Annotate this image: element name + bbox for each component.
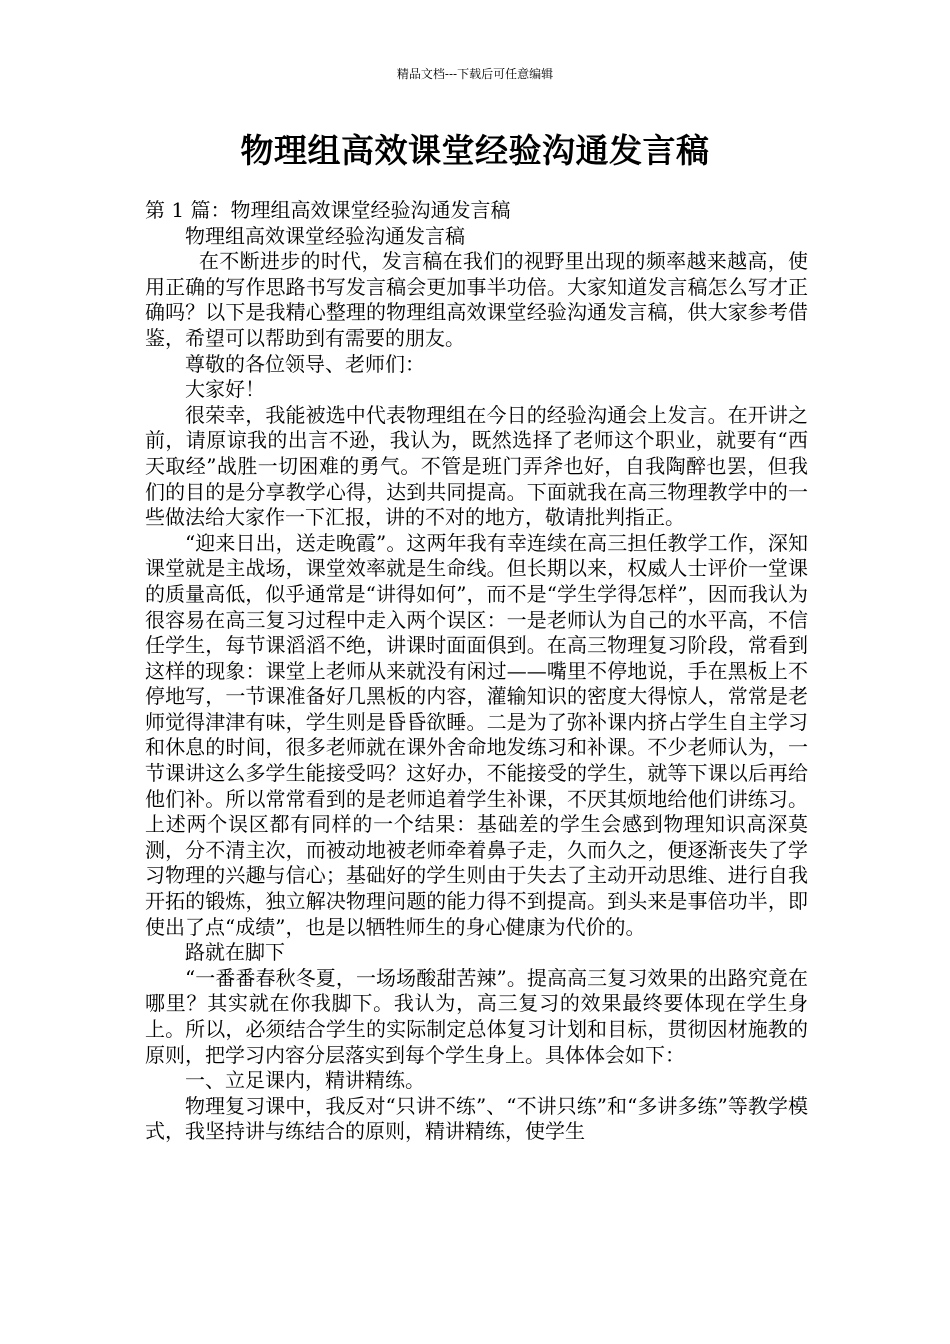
document-body — [145, 198, 808, 1145]
body-paragraph: 很荣幸，我能被选中代表物理组在今日的经验沟通会上发言。在开讲之前，请原谅我的出言不逊，我认为，既然选择了老师这个职业，就要有“西天取经”战胜一切困难的勇气。不管是班门弄斧也好，自我陶醉也罢，但我们的目的是分享教学心得，达到共同提高。下面就我在高三物理教学中的一些做法给大家作一下汇报，讲的不对的地方，敬请批判指正。 — [145, 402, 808, 530]
numbered-heading: 一、立足课内，精讲精练。 — [185, 1068, 425, 1093]
body-paragraph: 物理复习课中，我反对“只讲不练”、“不讲只练”和“多讲多练”等教学模式，我坚持讲与练结合的原则，精讲精练，使学生 — [145, 1093, 808, 1144]
body-paragraph: “一番番春秋冬夏，一场场酸甜苦辣”。提高高三复习效果的出路究竟在哪里？其实就在你我脚下。我认为，高三复习的效果最终要体现在学生身上。所以，必须结合学生的实际制定总体复习计划和目标，贯彻因材施教的原则，把学习内容分层落实到每个学生身上。具体体会如下： — [145, 965, 808, 1067]
intro-paragraph: 在不断进步的时代，发言稿在我们的视野里出现的频率越来越高，使用正确的写作思路书写发言稿会更加事半功倍。大家知道发言稿怎么写才正确吗？以下是我精心整理的物理组高效课堂经验沟通发言稿，供大家参考借鉴，希望可以帮助到有需要的朋友。 — [145, 249, 808, 350]
greeting: 大家好！ — [185, 377, 265, 402]
header-note: 精品文档---下载后可任意编辑 — [396, 67, 554, 81]
salutation: 尊敬的各位领导、老师们： — [185, 351, 425, 376]
subtitle-line: 物理组高效课堂经验沟通发言稿 — [185, 223, 465, 248]
document-title: 物理组高效课堂经验沟通发言稿 — [240, 131, 710, 170]
body-paragraph: “迎来日出，送走晚霞”。这两年我有幸连续在高三担任教学工作，深知课堂就是主战场，课堂效率就是生命线。但长期以来，权威人士评价一堂课的质量高低，似乎通常是“讲得如何”，而不是“学生学得怎样”，因而我认为很容易在高三复习过程中走入两个误区：一是老师认为自己的水平高，不信任学生，每节课滔滔不绝，讲课时面面俱到。在高三物理复习阶段，常看到这样的现象：课堂上老师从来就没有闲过——嘴里不停地说，手在黑板上不停地写，一节课准备好几黑板的内容，灌输知识的密度大得惊人，常常是老师觉得津津有味，学生则是昏昏欲睡。二是为了弥补课内挤占学生自主学习和休息的时间，很多老师就在课外舍命地发练习和补课。不少老师认为，一节课讲这么多学生能接受吗？这好办，不能接受的学生，就等下课以后再给他们补。所以常常看到的是老师追着学生补课，不厌其烦地给他们讲练习。上述两个误区都有同样的一个结果：基础差的学生会感到物理知识高深莫测，分不清主次，而被动地被老师牵着鼻子走，久而久之，便逐渐丧失了学习物理的兴趣与信心；基础好的学生则由于失去了主动开动思维、进行自我开拓的锻炼，独立解决物理问题的能力得不到提高。到头来是事倍功半，即使出了点“成绩”，也是以牺牲师生的身心健康为代价的。 — [145, 530, 808, 939]
body-subheading: 路就在脚下 — [185, 940, 285, 965]
section-heading: 第 1 篇：物理组高效课堂经验沟通发言稿 — [145, 198, 511, 222]
